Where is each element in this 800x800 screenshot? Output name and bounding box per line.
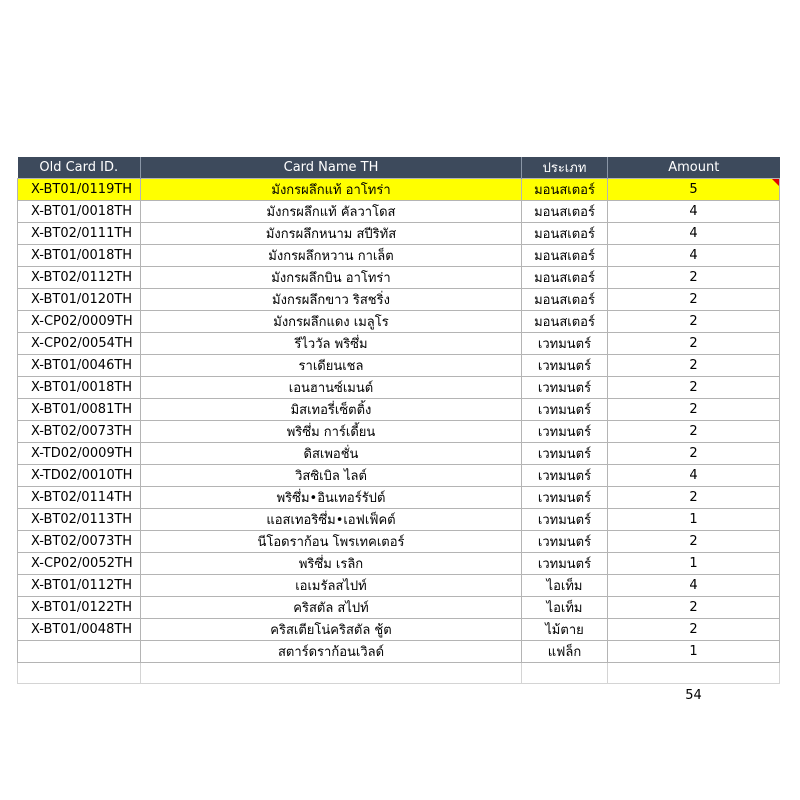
cell-old-card-id[interactable]: X-BT02/0112TH xyxy=(18,267,141,289)
cell-type[interactable]: เวทมนตร์ xyxy=(522,399,608,421)
total-row xyxy=(18,684,780,707)
cell-amount[interactable]: 4 xyxy=(608,575,780,597)
cell-card-name[interactable]: รีไววัล พริซึ่ม xyxy=(141,333,522,355)
cell-old-card-id[interactable]: X-BT02/0073TH xyxy=(18,531,141,553)
cell-amount[interactable]: 2 xyxy=(608,355,780,377)
cell-type[interactable]: เวทมนตร์ xyxy=(522,531,608,553)
card-list-table xyxy=(17,157,780,706)
cell-old-card-id[interactable]: X-BT01/0081TH xyxy=(18,399,141,421)
cell-old-card-id[interactable]: X-BT01/0122TH xyxy=(18,597,141,619)
cell-type[interactable]: มอนสเตอร์ xyxy=(522,289,608,311)
cell-old-card-id[interactable]: X-BT01/0048TH xyxy=(18,619,141,641)
empty-cell[interactable] xyxy=(18,663,141,684)
cell-amount[interactable]: 2 xyxy=(608,487,780,509)
header-card-name[interactable]: Card Name TH xyxy=(141,157,522,179)
cell-amount[interactable]: 1 xyxy=(608,553,780,575)
table-row xyxy=(18,355,780,377)
cell-type[interactable]: เวทมนตร์ xyxy=(522,355,608,377)
cell-type[interactable]: มอนสเตอร์ xyxy=(522,223,608,245)
header-amount[interactable]: Amount xyxy=(608,157,780,179)
table-row xyxy=(18,443,780,465)
cell-card-name[interactable]: มังกรผลึกหวาน กาเล็ต xyxy=(141,245,522,267)
cell-amount[interactable]: 2 xyxy=(608,421,780,443)
cell-old-card-id[interactable]: X-BT01/0018TH xyxy=(18,245,141,267)
cell-card-name[interactable]: มังกรผลึกแท้ อาโทร่า xyxy=(141,179,522,201)
header-row xyxy=(18,157,780,179)
table-row xyxy=(18,465,780,487)
cell-type[interactable]: เวทมนตร์ xyxy=(522,333,608,355)
cell-card-name[interactable]: คริสเตียโน่คริสตัล ชู้ต xyxy=(141,619,522,641)
cell-type[interactable]: เวทมนตร์ xyxy=(522,553,608,575)
empty-cell[interactable] xyxy=(608,663,780,684)
table-row xyxy=(18,201,780,223)
table-row xyxy=(18,575,780,597)
cell-old-card-id[interactable]: X-TD02/0010TH xyxy=(18,465,141,487)
cell-card-name[interactable]: วิสซิเบิล ไลต์ xyxy=(141,465,522,487)
cell-amount[interactable]: 2 xyxy=(608,377,780,399)
cell-amount[interactable]: 1 xyxy=(608,509,780,531)
cell-card-name[interactable]: พริซึ่ม เรลิก xyxy=(141,553,522,575)
table-row xyxy=(18,641,780,663)
cell-card-name[interactable]: แอสเทอริซึ่ม•เอฟเฟ็คต์ xyxy=(141,509,522,531)
cell-card-name[interactable]: มังกรผลึกบิน อาโทร่า xyxy=(141,267,522,289)
cell-amount[interactable]: 2 xyxy=(608,311,780,333)
table-row xyxy=(18,619,780,641)
cell-card-name[interactable]: ราเดียนเชล xyxy=(141,355,522,377)
cell-old-card-id[interactable]: X-BT01/0112TH xyxy=(18,575,141,597)
cell-old-card-id[interactable]: X-BT01/0120TH xyxy=(18,289,141,311)
cell-old-card-id[interactable]: X-BT02/0073TH xyxy=(18,421,141,443)
cell-card-name[interactable]: มังกรผลึกหนาม สปีริทัส xyxy=(141,223,522,245)
cell-type[interactable]: ไอเท็ม xyxy=(522,597,608,619)
cell-old-card-id[interactable]: X-CP02/0054TH xyxy=(18,333,141,355)
cell-type[interactable]: เวทมนตร์ xyxy=(522,377,608,399)
header-type[interactable]: ประเภท xyxy=(522,157,608,179)
cell-amount[interactable]: 4 xyxy=(608,223,780,245)
cell-card-name[interactable]: มังกรผลึกแท้ คัลวาโดส xyxy=(141,201,522,223)
table-row xyxy=(18,597,780,619)
cell-type[interactable]: เวทมนตร์ xyxy=(522,509,608,531)
cell-old-card-id[interactable]: X-BT02/0113TH xyxy=(18,509,141,531)
cell-type[interactable]: เวทมนตร์ xyxy=(522,421,608,443)
cell-old-card-id[interactable]: X-BT02/0111TH xyxy=(18,223,141,245)
table-row xyxy=(18,333,780,355)
total-spacer-cell xyxy=(522,684,608,707)
cell-old-card-id[interactable]: X-CP02/0052TH xyxy=(18,553,141,575)
empty-row xyxy=(18,663,780,684)
cell-type[interactable]: เวทมนตร์ xyxy=(522,487,608,509)
comment-indicator[interactable] xyxy=(772,179,779,186)
cell-old-card-id[interactable]: X-BT01/0018TH xyxy=(18,377,141,399)
cell-type[interactable]: มอนสเตอร์ xyxy=(522,201,608,223)
cell-amount[interactable]: 2 xyxy=(608,597,780,619)
table-row xyxy=(18,531,780,553)
table-row xyxy=(18,289,780,311)
cell-amount[interactable]: 4 xyxy=(608,201,780,223)
cell-amount[interactable]: 2 xyxy=(608,443,780,465)
total-spacer-cell xyxy=(18,684,141,707)
cell-type[interactable]: ไม้ตาย xyxy=(522,619,608,641)
table-row xyxy=(18,223,780,245)
table-row xyxy=(18,311,780,333)
cell-type[interactable]: เวทมนตร์ xyxy=(522,465,608,487)
cell-old-card-id[interactable]: X-BT01/0119TH xyxy=(18,179,141,201)
cell-card-name[interactable]: สตาร์ดราก้อนเวิลด์ xyxy=(141,641,522,663)
cell-old-card-id[interactable] xyxy=(18,641,141,663)
total-amount[interactable]: 54 xyxy=(608,684,780,707)
cell-type[interactable]: มอนสเตอร์ xyxy=(522,245,608,267)
cell-amount[interactable]: 5 xyxy=(608,179,780,201)
cell-old-card-id[interactable]: X-TD02/0009TH xyxy=(18,443,141,465)
cell-old-card-id[interactable]: X-CP02/0009TH xyxy=(18,311,141,333)
cell-card-name[interactable]: พริซึ่ม การ์เดี้ยน xyxy=(141,421,522,443)
cell-amount[interactable]: 2 xyxy=(608,619,780,641)
cell-card-name[interactable]: เอเมรัลสไปท์ xyxy=(141,575,522,597)
table-row xyxy=(18,509,780,531)
cell-amount[interactable]: 2 xyxy=(608,267,780,289)
cell-old-card-id[interactable]: X-BT01/0046TH xyxy=(18,355,141,377)
table-row xyxy=(18,377,780,399)
cell-old-card-id[interactable]: X-BT02/0114TH xyxy=(18,487,141,509)
cell-card-name[interactable]: มิสเทอรี่เซ็ตติ้ง xyxy=(141,399,522,421)
table-row xyxy=(18,399,780,421)
cell-type[interactable]: มอนสเตอร์ xyxy=(522,179,608,201)
cell-amount[interactable]: 4 xyxy=(608,245,780,267)
cell-amount[interactable]: 1 xyxy=(608,641,780,663)
cell-type[interactable]: แฟล็ก xyxy=(522,641,608,663)
cell-type[interactable]: เวทมนตร์ xyxy=(522,443,608,465)
total-spacer-cell xyxy=(141,684,522,707)
cell-amount[interactable]: 2 xyxy=(608,531,780,553)
cell-old-card-id[interactable]: X-BT01/0018TH xyxy=(18,201,141,223)
header-old-card-id[interactable]: Old Card ID. xyxy=(18,157,141,179)
cell-card-name[interactable]: มังกรผลึกแดง เมลูโร xyxy=(141,311,522,333)
empty-cell[interactable] xyxy=(141,663,522,684)
cell-card-name[interactable]: ดิสเพอชั่น xyxy=(141,443,522,465)
cell-amount[interactable]: 2 xyxy=(608,399,780,421)
cell-type[interactable]: มอนสเตอร์ xyxy=(522,267,608,289)
table-row xyxy=(18,267,780,289)
empty-cell[interactable] xyxy=(522,663,608,684)
cell-type[interactable]: ไอเท็ม xyxy=(522,575,608,597)
table-row xyxy=(18,553,780,575)
table-row xyxy=(18,421,780,443)
table-row xyxy=(18,487,780,509)
cell-card-name[interactable]: นีโอดราก้อน โพรเทคเตอร์ xyxy=(141,531,522,553)
cell-amount[interactable]: 4 xyxy=(608,465,780,487)
cell-type[interactable]: มอนสเตอร์ xyxy=(522,311,608,333)
cell-amount[interactable]: 2 xyxy=(608,289,780,311)
cell-card-name[interactable]: พริซึ่ม•อินเทอร์รัปต์ xyxy=(141,487,522,509)
cell-card-name[interactable]: เอนฮานซ์เมนต์ xyxy=(141,377,522,399)
table-row xyxy=(18,245,780,267)
cell-card-name[interactable]: คริสตัล สไปท์ xyxy=(141,597,522,619)
table-row xyxy=(18,179,780,201)
cell-amount[interactable]: 2 xyxy=(608,333,780,355)
cell-card-name[interactable]: มังกรผลึกขาว ริสชริ่ง xyxy=(141,289,522,311)
